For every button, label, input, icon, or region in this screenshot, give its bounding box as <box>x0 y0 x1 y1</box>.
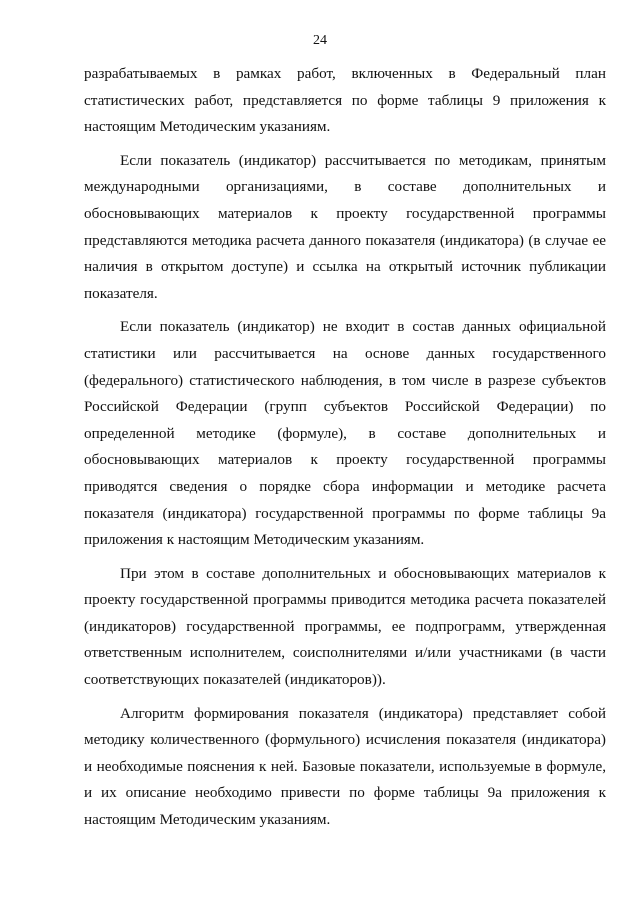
paragraph-international-methods: Если показатель (индикатор) рассчитывается по методикам, принятым международными организациями, в составе дополнительных и обосновывающих материалов к проекту государственной программы представляются методика расчета данного показателя (индикатора) (в случае ее наличия в открытом доступе) и ссылка на открытый источник публикации показателя. <box>84 151 606 302</box>
paragraph-official-statistics: Если показатель (индикатор) не входит в состав данных официальной статистики или рассчитывается на основе данных государственного (федерального) статистического наблюдения, в том числе в разрезе субъектов Российской Федерации (групп субъектов Российской Федерации) по определенной методике (формуле), в составе дополнительных и обосновывающих материалов к проекту государственной программы приводятся сведения о порядке сбора информации и методике расчета показателя (индикатора) государственной программы по форме таблицы 9а приложения к настоящим Методическим указаниям. <box>84 318 606 549</box>
paragraph-calculation-method: При этом в составе дополнительных и обосновывающих материалов к проекту государственной программы приводится методика расчета показателей (индикаторов) государственной программы, ее подпрограмм, утвержденная ответственным исполнителем, соисполнителями и/или участниками (в части соответствующих показателей (индикаторов)). <box>84 564 606 689</box>
paragraph-algorithm: Алгоритм формирования показателя (индикатора) представляет собой методику количественного (формульного) исчисления показателя (индикатора) и необходимые пояснения к ней. Базовые показатели, используемые в формуле, и их описание необходимо привести по форме таблицы 9а приложения к настоящим Методическим указаниям. <box>84 704 606 829</box>
paragraph-continuation: разрабатываемых в рамках работ, включенных в Федеральный план статистических работ, представляется по форме таблицы 9 приложения к настоящим Методическим указаниям. <box>84 65 606 136</box>
page-number: 24 <box>313 33 327 48</box>
document-body <box>84 61 606 841</box>
